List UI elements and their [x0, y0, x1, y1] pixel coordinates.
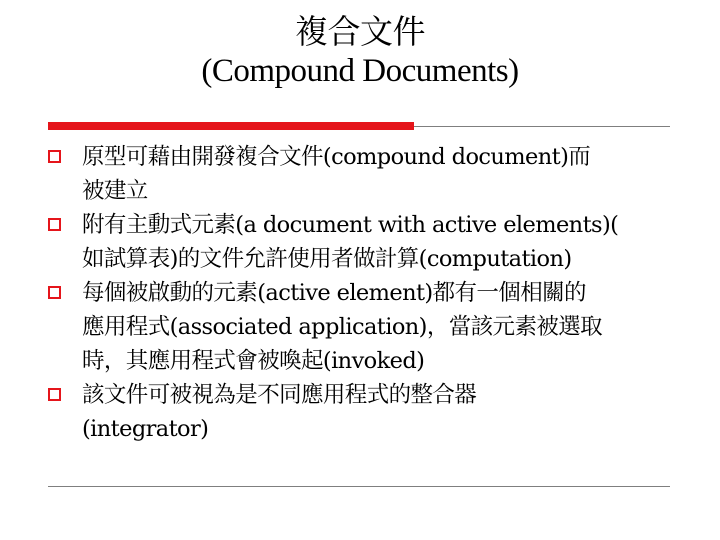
bullet-text-line: 如試算表)的文件允許使用者做計算(computation): [82, 246, 572, 272]
hollow-square-bullet-icon: [48, 218, 61, 231]
bullet-list: [48, 140, 688, 446]
bullet-text-line: 時，其應用程式會被喚起(invoked): [82, 348, 425, 374]
slide-title: [0, 14, 720, 90]
bullet-text-line: (integrator): [82, 416, 209, 442]
bullet-item-1: [48, 140, 688, 208]
hollow-square-bullet-icon: [48, 388, 61, 401]
bullet-item-2: [48, 208, 688, 276]
footer-divider-line: [48, 486, 670, 487]
title-accent-bar: [48, 122, 414, 130]
slide-title-chinese: 複合文件: [295, 15, 425, 51]
slide-title-english: (Compound Documents): [201, 53, 519, 89]
hollow-square-bullet-icon: [48, 150, 61, 163]
bullet-text-line: 應用程式(associated application)，當該元素被選取: [82, 314, 603, 340]
bullet-text-line: 每個被啟動的元素(active element)都有一個相關的: [82, 280, 586, 306]
bullet-text-line: 被建立: [82, 178, 148, 204]
bullet-text-line: 原型可藉由開發複合文件(compound document)而: [82, 144, 591, 170]
bullet-text-line: 該文件可被視為是不同應用程式的整合器: [82, 382, 477, 408]
bullet-item-3: [48, 276, 688, 378]
hollow-square-bullet-icon: [48, 286, 61, 299]
bullet-item-4: [48, 378, 688, 446]
bullet-text-line: 附有主動式元素(a document with active elements)(: [82, 212, 619, 238]
